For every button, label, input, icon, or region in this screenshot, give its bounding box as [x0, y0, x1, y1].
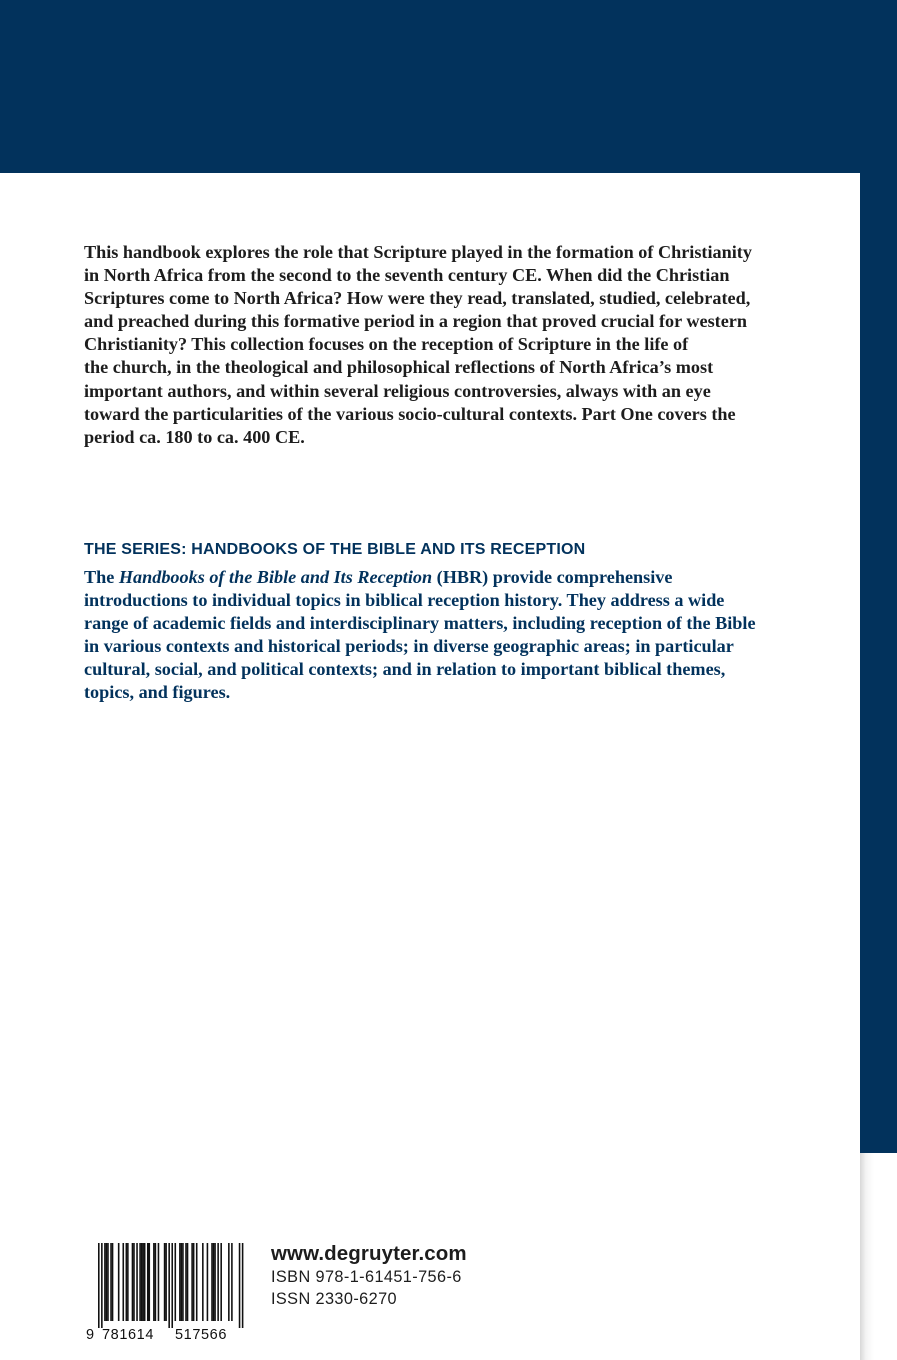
publisher-info	[271, 1241, 467, 1310]
barcode-bar	[104, 1243, 106, 1321]
barcode-bar	[175, 1243, 177, 1321]
description-line: important authors, and within several religious controversies, always with an eye	[84, 380, 711, 401]
barcode-bar	[196, 1243, 198, 1321]
barcode-bar	[193, 1243, 195, 1321]
barcode-bar	[182, 1243, 184, 1321]
barcode-guard-bar	[171, 1243, 173, 1328]
barcode-bar	[112, 1243, 114, 1321]
description-line: Scriptures come to North Africa? How were they read, translated, studied, celebrated,	[84, 288, 751, 309]
barcode-bar	[155, 1243, 157, 1321]
barcode-guard-bar	[168, 1243, 170, 1328]
barcode-bar	[202, 1243, 204, 1321]
issn-number: ISSN 2330-6270	[271, 1289, 397, 1308]
barcode-bar	[217, 1243, 219, 1321]
barcode-bar	[122, 1243, 124, 1321]
series-heading: THE SERIES: HANDBOOKS OF THE BIBLE AND ITS RECEPTION	[84, 541, 586, 558]
series-line-prefix: The	[84, 567, 119, 587]
barcode-bars	[84, 1243, 244, 1328]
barcode-bar	[211, 1243, 213, 1321]
barcode-bar	[127, 1243, 129, 1321]
description-line: toward the particularities of the various socio-cultural contexts. Part One covers the	[84, 403, 736, 424]
barcode-bar	[126, 1243, 128, 1321]
barcode-first-digit: 9	[85, 1327, 95, 1343]
barcode-bar	[214, 1243, 216, 1321]
barcode-bar	[179, 1243, 181, 1321]
barcode-bar	[133, 1243, 135, 1321]
barcode-bar	[220, 1243, 222, 1321]
series-line-suffix: (HBR) provide comprehensive	[432, 567, 673, 587]
barcode-bar	[136, 1243, 138, 1321]
barcode-guard-bar	[239, 1243, 241, 1328]
series-line: range of academic fields and interdisciplinary matters, including reception of the Bible	[84, 613, 756, 634]
barcode-guard-bar	[101, 1243, 103, 1328]
series-title: Handbooks of the Bible and Its Reception	[118, 567, 433, 587]
barcode-bar	[107, 1243, 109, 1321]
isbn-number: ISBN 978-1-61451-756-6	[271, 1268, 462, 1286]
series-line: cultural, social, and political contexts; and in relation to important biblical themes,	[84, 659, 726, 680]
barcode-bar	[139, 1243, 141, 1321]
description-line: the church, in the theological and philosophical reflections of North Africa’s most	[84, 357, 714, 378]
series-line: in various contexts and historical periods; in diverse geographic areas; in particular	[84, 636, 734, 657]
right-spine-band	[860, 0, 897, 1153]
barcode-bar	[228, 1243, 230, 1321]
barcode-bar	[187, 1243, 189, 1321]
isbn-barcode	[84, 1243, 244, 1328]
barcode-bar	[231, 1243, 233, 1321]
series-line: topics, and figures.	[84, 682, 231, 703]
barcode-bar	[142, 1243, 144, 1321]
top-cover-band	[0, 0, 897, 173]
barcode-bar	[158, 1243, 160, 1321]
publisher-url[interactable]: www.degruyter.com	[271, 1242, 467, 1265]
barcode-bar	[144, 1243, 146, 1321]
description-line: period ca. 180 to ca. 400 CE.	[84, 426, 305, 447]
description-line: in North Africa from the second to the seventh century CE. When did the Christian	[84, 265, 730, 286]
description-line: This handbook explores the role that Scripture played in the formation of Christianity	[84, 242, 752, 262]
book-description	[84, 241, 794, 449]
description-line: and preached during this formative period in a region that proved crucial for western	[84, 311, 747, 332]
barcode-bar	[110, 1243, 112, 1321]
barcode-left-group: 781614	[102, 1327, 154, 1343]
barcode-guard-bar	[242, 1243, 244, 1328]
barcode-bar	[147, 1243, 149, 1321]
barcode-bar	[181, 1243, 183, 1321]
barcode-bar	[106, 1243, 108, 1321]
barcode-bar	[118, 1243, 120, 1321]
barcode-bar	[191, 1243, 193, 1321]
barcode-bar	[213, 1243, 215, 1321]
barcode-right-group: 517566	[175, 1327, 227, 1343]
barcode-bar	[164, 1243, 166, 1321]
page-edge-shadow	[860, 1153, 897, 1360]
barcode-digits	[84, 1324, 244, 1344]
series-line: introductions to individual topics in biblical reception history. They address a wide	[84, 590, 725, 611]
barcode-bar	[141, 1243, 143, 1321]
barcode-bar	[153, 1243, 155, 1321]
barcode-bar	[185, 1243, 187, 1321]
description-line: Christianity? This collection focuses on the reception of Scripture in the life of	[84, 334, 689, 355]
barcode-bar	[148, 1243, 150, 1321]
barcode-bar	[207, 1243, 209, 1321]
barcode-bar	[165, 1243, 167, 1321]
barcode-bar	[132, 1243, 134, 1321]
series-description	[84, 566, 794, 705]
barcode-guard-bar	[98, 1243, 100, 1328]
